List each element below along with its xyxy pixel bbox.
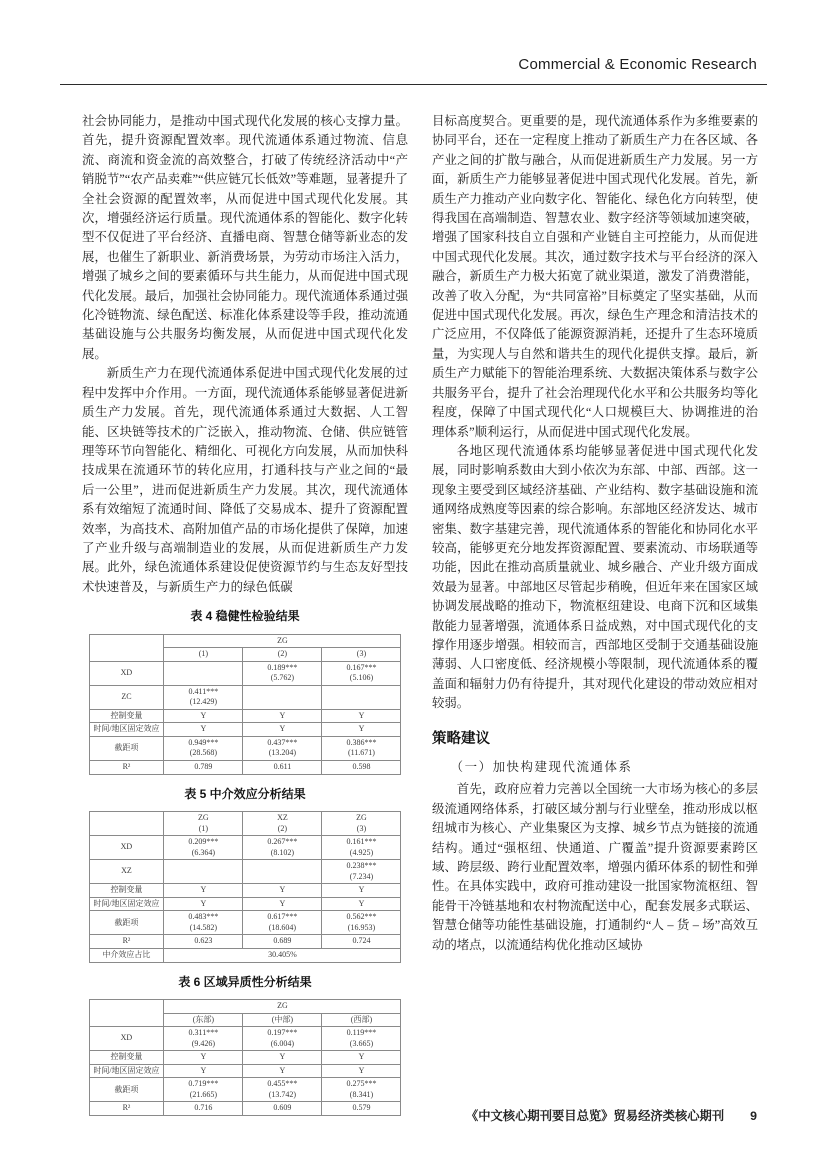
table-cell: Y — [243, 884, 322, 898]
table-row — [89, 685, 401, 709]
table-row — [89, 1078, 401, 1102]
table-row — [89, 935, 401, 949]
table-row-label: XZ — [89, 860, 164, 884]
table-cell: 0.119*** (3.665) — [322, 1027, 401, 1051]
table-cell — [89, 811, 164, 835]
table-cell: 0.483*** (14.582) — [164, 911, 243, 935]
table-cell: 0.209*** (6.364) — [164, 836, 243, 860]
table-cell: 0.386*** (11.671) — [322, 736, 401, 760]
table-col-header: (东部) — [164, 1013, 243, 1027]
table-row — [89, 949, 401, 963]
table-row-label: XD — [89, 1027, 164, 1051]
table5-caption: 表 5 中介效应分析结果 — [184, 786, 306, 801]
table-cell: 0.617*** (18.604) — [243, 911, 322, 935]
table-cell — [164, 661, 243, 685]
table-cell: Y — [164, 1064, 243, 1078]
table-row-label: 截距项 — [89, 1078, 164, 1102]
table-row-label: R² — [89, 1102, 164, 1116]
table-cell: 0.455*** (13.742) — [243, 1078, 322, 1102]
table-col-header: (3) — [322, 648, 401, 662]
table-cell: Y — [243, 709, 322, 723]
table-row-label: 中介效应占比 — [89, 949, 164, 963]
table-row-label: 截距项 — [89, 911, 164, 935]
table-row — [89, 897, 401, 911]
table-cell — [164, 860, 243, 884]
table-row — [89, 723, 401, 737]
table-col-header: (2) — [243, 648, 322, 662]
header-rule — [60, 84, 767, 85]
table-row-label: R² — [89, 761, 164, 775]
table-row — [89, 761, 401, 775]
table-cell: Y — [243, 1064, 322, 1078]
table-cell: 0.197*** (6.004) — [243, 1027, 322, 1051]
table-group-header: ZG — [164, 634, 401, 648]
table-cell: Y — [322, 897, 401, 911]
left-column — [82, 112, 408, 1122]
table-cell: Y — [164, 884, 243, 898]
table-robustness-check — [89, 634, 402, 775]
table-cell: 0.238*** (7.234) — [322, 860, 401, 884]
table-cell: 0.609 — [243, 1102, 322, 1116]
table-col-header: XZ (2) — [243, 811, 322, 835]
table-col-header: (1) — [164, 648, 243, 662]
table-cell: Y — [243, 1051, 322, 1065]
page-number: 9 — [750, 1109, 757, 1123]
table-row — [89, 1027, 401, 1051]
section-heading-strategy: 策略建议 — [432, 730, 490, 747]
table-cell: 0.623 — [164, 935, 243, 949]
table-row — [89, 911, 401, 935]
table-cell: 0.437*** (13.204) — [243, 736, 322, 760]
table-row — [89, 836, 401, 860]
table-cell: Y — [322, 1051, 401, 1065]
body-paragraph: 新质生产力在现代流通体系促进中国式现代化发展的过程中发挥中介作用。一方面，现代流通体系能够显著促进新质生产力发展。首先，现代流通体系通过大数据、人工智能、区块链等技术的广泛嵌入，推动物流、仓储、供应链管理等环节向智能化、精细化、可视化方向发展，从而加快科技成果在流通环节的转化应用，打通科技与产业之间的“最后一公里”，进而促进新质生产力发展。其次，现代流通体系有效缩短了流通时间、降低了交易成本、提升了资源配置效率，为高技术、高附加值产品的市场化提供了保障，加速了产业升级与高端制造业的发展，从而促进新质生产力发展。此外，绿色流通体系建设促使资源节约与生态友好型技术快速普及，与新质生产力的绿色低碳 — [82, 366, 408, 594]
table-row — [89, 1051, 401, 1065]
table-cell: Y — [322, 1064, 401, 1078]
table-row-label: 时间/地区固定效应 — [89, 897, 164, 911]
table-row — [89, 709, 401, 723]
journal-header-title: Commercial & Economic Research — [518, 56, 757, 73]
table-cell: Y — [243, 723, 322, 737]
table-cell: Y — [164, 897, 243, 911]
table-row — [89, 860, 401, 884]
table-col-header: ZG (3) — [322, 811, 401, 835]
table-cell: 0.579 — [322, 1102, 401, 1116]
body-paragraph: 目标高度契合。更重要的是，现代流通体系作为多维要素的协同平台，还在一定程度上推动了新质生产力在各区域、各产业之间的扩散与融合，从而促进新质生产力发展。另一方面，新质生产力能够显著促进中国式现代化发展。首先，新质生产力推动产业向数字化、智能化、绿色化方向转型，使得我国在高端制造、智慧农业、数字经济等领域加速突破，增强了国家科技自立自强和产业链自主可控能力，从而促进中国式现代化发展。其次，通过数字技术与平台经济的深入融合，新质生产力极大拓宽了就业渠道，激发了消费潜能，改善了收入分配，为“共同富裕”目标奠定了坚实基础，从而促进中国式现代化发展。再次，绿色生产理念和清洁技术的广泛应用，不仅降低了能源资源消耗，还提升了生态环境质量，为实现人与自然和谐共生的现代化提供支撑。最后，新质生产力赋能下的智能治理系统、大数据决策体系与数字公共服务平台，提升了社会治理现代化水平和公共服务均等化程度，保障了中国式现代化“人口规模巨大、协调推进的治理体系”顺利运行，从而促进中国式现代化发展。 — [432, 114, 758, 439]
table-cell: Y — [243, 897, 322, 911]
right-column — [432, 112, 758, 1104]
table-col-header: ZG (1) — [164, 811, 243, 835]
table-cell: Y — [164, 709, 243, 723]
table-row — [89, 884, 401, 898]
table-cell: Y — [322, 709, 401, 723]
table-cell: 0.562*** (16.953) — [322, 911, 401, 935]
table-group-header: ZG — [164, 999, 401, 1013]
body-paragraph: 首先，政府应着力完善以全国统一大市场为核心的多层级流通网络体系，打破区域分割与行业壁垒，推动形成以枢纽城市为核心、产业集聚区为支撑、城乡节点为链接的流通结构。通过“强枢纽、快通道、广覆盖”提升资源要素跨区域、跨层级、跨行业配置效率，增强内循环体系的韧性和弹性。在具体实践中，政府可推动建设一批国家物流枢纽、智能骨干冷链基地和农村物流配送中心，配套发展多式联运、智慧仓储等功能性基础设施，打通制约“人 – 货 – 场”高效互动的堵点，以流通结构优化推动区域协 — [432, 782, 758, 952]
table-cell: 0.611 — [243, 761, 322, 775]
table-cell: 0.789 — [164, 761, 243, 775]
table-row-label: R² — [89, 935, 164, 949]
table-regional-heterogeneity — [89, 999, 402, 1116]
table-cell: 30.405% — [164, 949, 401, 963]
table-mediation-analysis — [89, 811, 402, 963]
table-cell: 0.689 — [243, 935, 322, 949]
table-cell: 0.311*** (9.426) — [164, 1027, 243, 1051]
table-row — [89, 1102, 401, 1116]
table-cell: Y — [164, 723, 243, 737]
table-cell: 0.719*** (21.665) — [164, 1078, 243, 1102]
table-cell: Y — [164, 1051, 243, 1065]
table-row-label: 时间/地区固定效应 — [89, 1064, 164, 1078]
table-cell: 0.167*** (5.106) — [322, 661, 401, 685]
table-cell: 0.411*** (12.429) — [164, 685, 243, 709]
table-cell — [322, 685, 401, 709]
table6-caption: 表 6 区域异质性分析结果 — [178, 974, 312, 989]
table-col-header: (中部) — [243, 1013, 322, 1027]
subsection-heading: （一）加快构建现代流通体系 — [450, 760, 633, 774]
table4-caption: 表 4 稳健性检验结果 — [190, 609, 300, 624]
table-cell — [243, 860, 322, 884]
table-cell: 0.267*** (8.102) — [243, 836, 322, 860]
table-row — [89, 661, 401, 685]
table-cell — [89, 634, 164, 661]
table-row — [89, 1064, 401, 1078]
table-row-label: XD — [89, 661, 164, 685]
table-row-label: 控制变量 — [89, 884, 164, 898]
table-row-label: 控制变量 — [89, 1051, 164, 1065]
footer-journal-note: 《中文核心期刊要目总览》贸易经济类核心期刊 — [465, 1109, 725, 1123]
table-cell: 0.949*** (28.568) — [164, 736, 243, 760]
table-col-header: (西部) — [322, 1013, 401, 1027]
table-cell: 0.724 — [322, 935, 401, 949]
body-paragraph: 各地区现代流通体系均能够显著促进中国式现代化发展，同时影响系数由大到小依次为东部、中部、西部。这一现象主要受到区域经济基础、产业结构、数字基础设施和流通网络成熟度等因素的综合影响。东部地区经济发达、城市密集、数字基建完善，现代流通体系的智能化和协同化水平较高，能够更充分地发挥资源配置、要素流动、市场联通等功能，因此在推动高质量就业、城乡融合、产业升级方面成效最为显著。中部地区尽管起步稍晚，但近年来在国家区域协调发展战略的推动下，物流枢纽建设、电商下沉和区域集散能力显著增强，流通体系日益成熟，对中国式现代化的支撑作用逐步增强。相较而言，西部地区受制于交通基础设施薄弱、人口密度低、经济规模小等限制，现代流通体系的覆盖面和辐射力仍有待提升，其对现代化建设的带动效应相对较弱。 — [432, 443, 758, 711]
body-paragraph: 社会协同能力，是推动中国式现代化发展的核心支撑力量。首先，提升资源配置效率。现代流通体系通过物流、信息流、商流和资金流的高效整合，打破了传统经济活动中“产销脱节”“农产品卖难”“供应链冗长低效”等难题，显著提升了全社会资源的配置效率，从而促进中国式现代化发展。其次，增强经济运行质量。现代流通体系的智能化、数字化转型不仅促进了平台经济、直播电商、智慧仓储等新业态的发展，也催生了新职业、新消费场景，为劳动市场注入活力，增强了城乡之间的要素循环与共生能力，从而促进中国式现代化发展。最后，加强社会协同能力。现代流通体系通过强化冷链物流、绿色配送、标准化体系建设等手段，推动流通基础设施与公共服务均衡发展，从而促进中国式现代化发展。 — [82, 114, 408, 361]
page-footer — [466, 1106, 757, 1124]
table-cell: 0.189*** (5.762) — [243, 661, 322, 685]
table-cell — [243, 685, 322, 709]
table-cell: Y — [322, 884, 401, 898]
table-row-label: ZC — [89, 685, 164, 709]
table-cell: 0.598 — [322, 761, 401, 775]
table-cell: 0.275*** (8.341) — [322, 1078, 401, 1102]
table-row-label: 时间/地区固定效应 — [89, 723, 164, 737]
table-row — [89, 736, 401, 760]
table-row-label: XD — [89, 836, 164, 860]
table-row-label: 截距项 — [89, 736, 164, 760]
table-cell: 0.161*** (4.925) — [322, 836, 401, 860]
table-cell — [89, 999, 164, 1026]
table-row-label: 控制变量 — [89, 709, 164, 723]
table-cell: Y — [322, 723, 401, 737]
table-cell: 0.716 — [164, 1102, 243, 1116]
